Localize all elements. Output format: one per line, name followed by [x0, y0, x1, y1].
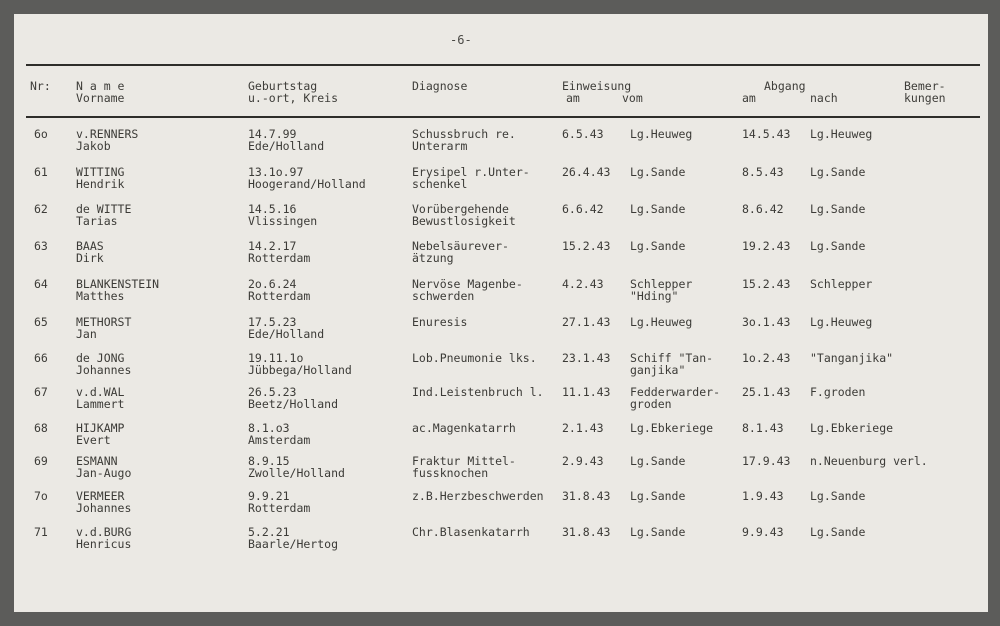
- row-nr: 65: [34, 315, 48, 329]
- row-diagnose-2: Bewustlosigkeit: [412, 214, 516, 228]
- row-einweisung-am: 31.8.43: [562, 489, 611, 503]
- row-geburtstag: 5.2.21: [248, 525, 290, 539]
- row-abgang-am: 1.9.43: [742, 489, 784, 503]
- table-row: [0, 422, 1000, 452]
- row-diagnose: Nebelsäurever-: [412, 239, 509, 253]
- row-abgang-nach: Lg.Heuweg: [810, 315, 873, 329]
- header-nr: Nr:: [30, 79, 51, 93]
- row-einweisung-am: 6.6.42: [562, 202, 604, 216]
- header-bemerkungen-1: Bemer-: [904, 79, 946, 93]
- row-einweisung-am: 2.9.43: [562, 454, 604, 468]
- row-geburtstag: 8.9.15: [248, 454, 290, 468]
- header-einweisung: Einweisung: [562, 79, 632, 93]
- row-diagnose-2: schwerden: [412, 289, 475, 303]
- row-diagnose: Schussbruch re.: [412, 127, 516, 141]
- row-diagnose: Erysipel r.Unter-: [412, 165, 530, 179]
- row-abgang-am: 1o.2.43: [742, 351, 791, 365]
- row-ort: Zwolle/Holland: [248, 466, 345, 480]
- row-geburtstag: 13.1o.97: [248, 165, 304, 179]
- row-ort: Rotterdam: [248, 289, 311, 303]
- row-abgang-am: 17.9.43: [742, 454, 791, 468]
- row-name: v.d.WAL: [76, 385, 125, 399]
- header-einweisung-am: am: [566, 91, 580, 105]
- page-number: -6-: [450, 33, 472, 47]
- header-diagnose: Diagnose: [412, 79, 468, 93]
- row-einweisung-am: 4.2.43: [562, 277, 604, 291]
- row-geburtstag: 2o.6.24: [248, 277, 297, 291]
- row-vorname: Jan-Augo: [76, 466, 132, 480]
- row-vorname: Lammert: [76, 397, 125, 411]
- table-row: [0, 240, 1000, 270]
- row-abgang-nach: n.Neuenburg verl.: [810, 454, 928, 468]
- row-nr: 61: [34, 165, 48, 179]
- table-row: [0, 166, 1000, 196]
- row-vorname: Dirk: [76, 251, 104, 265]
- row-nr: 64: [34, 277, 48, 291]
- row-nr: 6o: [34, 127, 48, 141]
- row-diagnose: Lob.Pneumonie lks.: [412, 351, 537, 365]
- row-einweisung-am: 2.1.43: [562, 421, 604, 435]
- row-diagnose: Fraktur Mittel-: [412, 454, 516, 468]
- table-row: [0, 526, 1000, 556]
- row-abgang-am: 19.2.43: [742, 239, 791, 253]
- header-ort-kreis: u.-ort, Kreis: [248, 91, 339, 105]
- row-vorname: Jan: [76, 327, 97, 341]
- row-nr: 63: [34, 239, 48, 253]
- row-nr: 68: [34, 421, 48, 435]
- header-vorname: Vorname: [76, 91, 125, 105]
- row-nr: 7o: [34, 489, 48, 503]
- row-diagnose-2: ätzung: [412, 251, 454, 265]
- row-vorname: Johannes: [76, 363, 132, 377]
- row-nr: 71: [34, 525, 48, 539]
- row-name: HIJKAMP: [76, 421, 125, 435]
- row-ort: Hoogerand/Holland: [248, 177, 366, 191]
- row-geburtstag: 14.5.16: [248, 202, 297, 216]
- row-ort: Rotterdam: [248, 501, 311, 515]
- row-einweisung-vom-2: ganjika": [630, 363, 686, 377]
- row-name: METHORST: [76, 315, 132, 329]
- row-diagnose: Ind.Leistenbruch l.: [412, 385, 544, 399]
- row-einweisung-vom: Schiff "Tan-: [630, 351, 714, 365]
- row-ort: Ede/Holland: [248, 327, 325, 341]
- row-name: ESMANN: [76, 454, 118, 468]
- row-name: WITTING: [76, 165, 125, 179]
- row-nr: 67: [34, 385, 48, 399]
- row-einweisung-am: 27.1.43: [562, 315, 611, 329]
- row-vorname: Hendrik: [76, 177, 125, 191]
- row-ort: Beetz/Holland: [248, 397, 339, 411]
- row-ort: Baarle/Hertog: [248, 537, 339, 551]
- table-row: [0, 386, 1000, 416]
- row-diagnose: z.B.Herzbeschwerden: [412, 489, 544, 503]
- header-bemerkungen-2: kungen: [904, 91, 946, 105]
- row-vorname: Johannes: [76, 501, 132, 515]
- row-name: v.RENNERS: [76, 127, 139, 141]
- row-diagnose: Nervöse Magenbe-: [412, 277, 523, 291]
- row-abgang-nach: Schlepper: [810, 277, 873, 291]
- row-abgang-nach: F.groden: [810, 385, 866, 399]
- row-abgang-nach: Lg.Sande: [810, 239, 866, 253]
- row-abgang-nach: Lg.Heuweg: [810, 127, 873, 141]
- row-abgang-nach: Lg.Sande: [810, 525, 866, 539]
- row-name: de WITTE: [76, 202, 132, 216]
- row-einweisung-vom: Lg.Sande: [630, 239, 686, 253]
- row-einweisung-vom: Lg.Sande: [630, 165, 686, 179]
- row-abgang-am: 8.5.43: [742, 165, 784, 179]
- row-name: BLANKENSTEIN: [76, 277, 160, 291]
- row-diagnose: Vorübergehende: [412, 202, 509, 216]
- table-row: [0, 455, 1000, 485]
- row-diagnose-2: fussknochen: [412, 466, 489, 480]
- row-ort: Rotterdam: [248, 251, 311, 265]
- row-einweisung-vom: Lg.Sande: [630, 489, 686, 503]
- table-row: [0, 490, 1000, 520]
- row-einweisung-vom: Schlepper: [630, 277, 693, 291]
- row-einweisung-am: 26.4.43: [562, 165, 611, 179]
- row-abgang-nach: Lg.Sande: [810, 202, 866, 216]
- row-ort: Amsterdam: [248, 433, 311, 447]
- row-abgang-nach: Lg.Sande: [810, 165, 866, 179]
- row-diagnose: Enuresis: [412, 315, 468, 329]
- row-geburtstag: 8.1.o3: [248, 421, 290, 435]
- row-geburtstag: 14.2.17: [248, 239, 297, 253]
- row-geburtstag: 14.7.99: [248, 127, 297, 141]
- row-einweisung-am: 31.8.43: [562, 525, 611, 539]
- row-vorname: Matthes: [76, 289, 125, 303]
- row-abgang-am: 15.2.43: [742, 277, 791, 291]
- header-einweisung-vom: vom: [622, 91, 643, 105]
- row-einweisung-vom: Fedderwarder-: [630, 385, 721, 399]
- row-vorname: Tarias: [76, 214, 118, 228]
- row-einweisung-vom: Lg.Heuweg: [630, 127, 693, 141]
- row-geburtstag: 19.11.1o: [248, 351, 304, 365]
- row-abgang-am: 8.1.43: [742, 421, 784, 435]
- header-rule-top: [26, 64, 980, 66]
- row-vorname: Evert: [76, 433, 111, 447]
- table-row: [0, 128, 1000, 158]
- row-abgang-am: 8.6.42: [742, 202, 784, 216]
- row-name: BAAS: [76, 239, 104, 253]
- row-einweisung-vom: Lg.Ebkeriege: [630, 421, 714, 435]
- row-ort: Vlissingen: [248, 214, 318, 228]
- row-nr: 66: [34, 351, 48, 365]
- row-diagnose-2: schenkel: [412, 177, 468, 191]
- row-abgang-nach: "Tanganjika": [810, 351, 894, 365]
- row-diagnose: Chr.Blasenkatarrh: [412, 525, 530, 539]
- row-ort: Ede/Holland: [248, 139, 325, 153]
- header-rule-bottom: [26, 116, 980, 118]
- document-page: [14, 14, 988, 612]
- row-einweisung-am: 11.1.43: [562, 385, 611, 399]
- row-nr: 69: [34, 454, 48, 468]
- row-name: VERMEER: [76, 489, 125, 503]
- row-diagnose-2: Unterarm: [412, 139, 468, 153]
- row-name: de JONG: [76, 351, 125, 365]
- row-einweisung-am: 6.5.43: [562, 127, 604, 141]
- row-abgang-am: 25.1.43: [742, 385, 791, 399]
- row-diagnose: ac.Magenkatarrh: [412, 421, 516, 435]
- row-einweisung-vom: Lg.Sande: [630, 525, 686, 539]
- table-row: [0, 278, 1000, 308]
- row-ort: Jübbega/Holland: [248, 363, 352, 377]
- table-row: [0, 203, 1000, 233]
- row-einweisung-vom: Lg.Sande: [630, 454, 686, 468]
- header-geburtstag: Geburtstag: [248, 79, 318, 93]
- row-vorname: Henricus: [76, 537, 132, 551]
- row-abgang-am: 14.5.43: [742, 127, 791, 141]
- header-name: N a m e: [76, 79, 125, 93]
- header-abgang-nach: nach: [810, 91, 838, 105]
- row-einweisung-vom-2: "Hding": [630, 289, 679, 303]
- row-abgang-am: 9.9.43: [742, 525, 784, 539]
- row-nr: 62: [34, 202, 48, 216]
- row-abgang-am: 3o.1.43: [742, 315, 791, 329]
- row-einweisung-vom-2: groden: [630, 397, 672, 411]
- row-abgang-nach: Lg.Sande: [810, 489, 866, 503]
- table-row: [0, 316, 1000, 346]
- row-einweisung-am: 23.1.43: [562, 351, 611, 365]
- header-abgang-am: am: [742, 91, 756, 105]
- row-einweisung-am: 15.2.43: [562, 239, 611, 253]
- row-name: v.d.BURG: [76, 525, 132, 539]
- row-vorname: Jakob: [76, 139, 111, 153]
- table-row: [0, 352, 1000, 382]
- row-abgang-nach: Lg.Ebkeriege: [810, 421, 894, 435]
- row-geburtstag: 17.5.23: [248, 315, 297, 329]
- row-einweisung-vom: Lg.Heuweg: [630, 315, 693, 329]
- row-geburtstag: 9.9.21: [248, 489, 290, 503]
- row-einweisung-vom: Lg.Sande: [630, 202, 686, 216]
- header-abgang: Abgang: [764, 79, 806, 93]
- row-geburtstag: 26.5.23: [248, 385, 297, 399]
